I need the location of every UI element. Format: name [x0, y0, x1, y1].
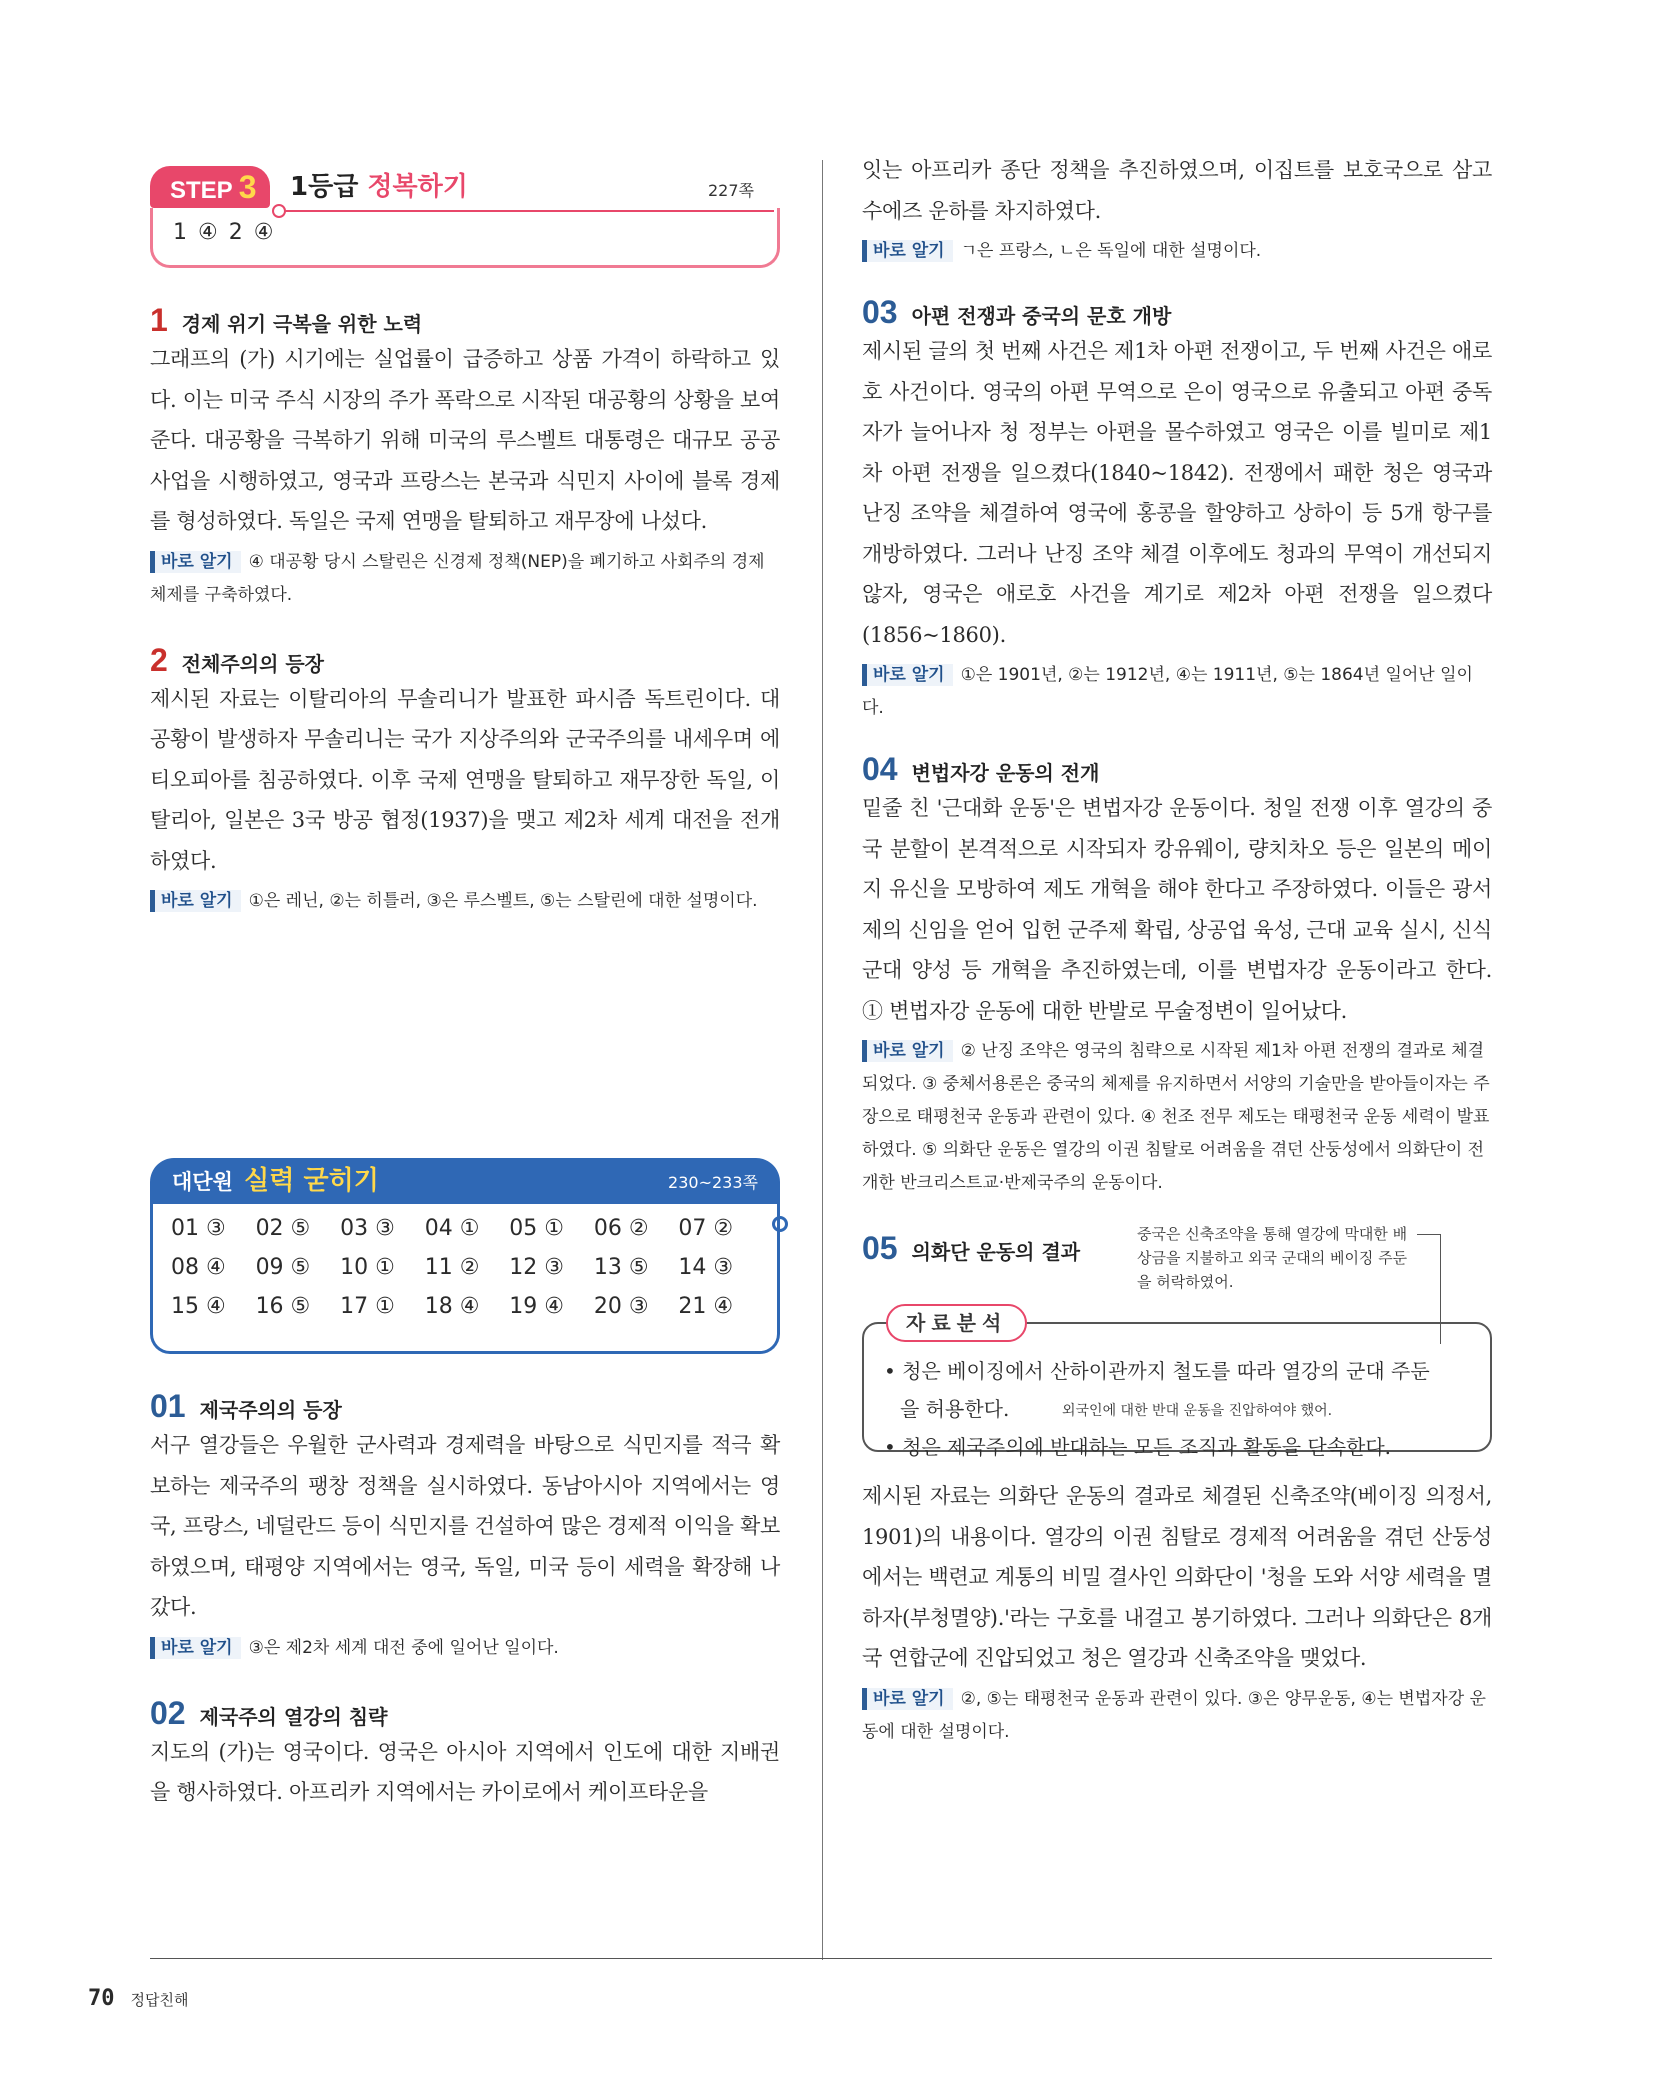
question-number: 03 [862, 294, 898, 330]
explanation-text: 잇는 아프리카 종단 정책을 추진하였으며, 이집트를 보호국으로 삼고 수에즈 운하를 차지하였다. [862, 158, 1492, 223]
unit-answer: 02 ⑤ [255, 1216, 311, 1241]
unit-title: 실력 굳히기 [244, 1166, 379, 1196]
correction-note [862, 235, 1492, 268]
unit-answer: 01 ③ [171, 1216, 226, 1241]
left-column [150, 150, 780, 1835]
question-02-continued [862, 150, 1492, 268]
unit-answer: 11 ② [424, 1255, 480, 1280]
correction-tag: 바로 알기 [862, 1040, 953, 1062]
right-column [862, 150, 1492, 1771]
explanation-text: 제시된 글의 첫 번째 사건은 제1차 아편 전쟁이고, 두 번째 사건은 애로호 사건이다. 영국의 아편 무역으로 은이 영국으로 유출되고 아편 중독자가 늘어나자 청 정부는 아편을 몰수하였고 영국은 이를 빌미로 제1차 아편 전쟁을 일으켰다(1840~1842). 전쟁에서 패한 청은 영국과 난징 조약을 체결하여 영국에 홍콩을 할양하고 상하이 등 5개 항구를 개방하였다. 그러나 난징 조약 체결 이후에도 청과의 무역이 개선되지 않자, 영국은 애로호 사건을 계기로 제2차 아편 전쟁을 일으켰다(1856~1860). [862, 339, 1492, 647]
source-line: • 청은 베이징에서 산하이관까지 철도를 따라 열강의 군대 주둔 [884, 1359, 1430, 1383]
correction-note [862, 1035, 1492, 1200]
unit-page-ref: 230~233쪽 [668, 1173, 758, 1192]
unit-answer: 15 ④ [171, 1294, 226, 1319]
unit-answer: 03 ③ [340, 1216, 395, 1241]
correction-note [150, 885, 780, 918]
question-number: 01 [150, 1388, 186, 1424]
question-2 [150, 642, 780, 919]
correction-tag: 바로 알기 [862, 240, 953, 262]
unit-answer: 06 ② [593, 1216, 649, 1241]
unit-answer: 09 ⑤ [255, 1255, 311, 1280]
correction-text: ② 난징 조약은 영국의 침략으로 시작된 제1차 아편 전쟁의 결과로 체결되었다. ③ 중체서용론은 중국의 체제를 유지하면서 서양의 기술만을 받아들이자는 주장으로 태평천국 운동과 관련이 있다. ④ 천조 전무 제도는 태평천국 운동 세력이 발표하였다. ⑤ 의화단 운동은 열강의 이권 침탈로 어려움을 겪던 산둥성에서 의화단이 전개한 반크리스트교·반제국주의 운동이다. [862, 1041, 1490, 1193]
question-1 [150, 302, 780, 612]
question-title: 변법자강 운동의 전개 [911, 761, 1100, 785]
callout-note: 중국은 신축조약을 통해 열강에 막대한 배상금을 지불하고 외국 군대의 베이징 주둔을 허락하였어. [1137, 1225, 1408, 1291]
unit-answer: 21 ④ [678, 1294, 734, 1319]
step-badge-number: 3 [238, 169, 257, 205]
callout-connector [1417, 1234, 1441, 1235]
correction-text: ③은 제2차 세계 대전 중에 일어난 일이다. [248, 1637, 559, 1658]
sub-callout-note: 외국인에 대한 반대 운동을 진압하여야 했어. [1062, 1403, 1333, 1419]
question-number: 1 [150, 302, 168, 338]
unit-review-box [150, 1158, 780, 1358]
correction-tag: 바로 알기 [150, 890, 241, 912]
question-02 [150, 1695, 780, 1813]
step-page-ref: 227쪽 [708, 181, 754, 200]
step-badge-text: STEP [170, 177, 233, 204]
unit-answer: 10 ① [340, 1255, 395, 1280]
question-title: 전체주의의 등장 [181, 651, 324, 676]
question-title: 경제 위기 극복을 위한 노력 [181, 312, 423, 336]
column-divider [822, 160, 823, 1960]
explanation-text: 그래프의 (가) 시기에는 실업률이 급증하고 상품 가격이 하락하고 있다. 이는 미국 주식 시장의 주가 폭락으로 시작된 대공황의 상황을 보여 준다. 대공황을 극복하기 위해 미국의 루스벨트 대통령은 대규모 공공사업을 시행하였고, 영국과 프랑스는 본국과 식민지 사이에 블록 경제를 형성하였다. 독일은 국제 연맹을 탈퇴하고 재무장에 나섰다. [150, 347, 780, 533]
explanation-text: 밑줄 친 '근대화 운동'은 변법자강 운동이다. 청일 전쟁 이후 열강의 중국 분할이 본격적으로 시작되자 캉유웨이, 량치차오 등은 일본의 메이지 유신을 모방하여 제도 개혁을 해야 한다고 주장하였다. 이들은 광서제의 신임을 얻어 입헌 군주제 확립, 상공업 육성, 근대 교육 실시, 신식 군대 양성 등 개혁을 추진하였는데, 이를 변법자강 운동이라고 한다. ① 변법자강 운동에 대한 반발로 무술정변이 일어났다. [862, 796, 1492, 1023]
correction-text: ④ 대공황 당시 스탈린은 신경제 정책(NEP)을 폐기하고 사회주의 경제 체제를 구축하였다. [150, 551, 765, 605]
page-footer [88, 1986, 188, 2011]
explanation-text: 지도의 (가)는 영국이다. 영국은 아시아 지역에서 인도에 대한 지배권을 행사하였다. 아프리카 지역에서는 카이로에서 케이프타운을 [150, 1739, 780, 1804]
unit-answer: 08 ④ [171, 1255, 226, 1280]
step-title-conquer: 정복하기 [367, 172, 468, 202]
question-01 [150, 1388, 780, 1665]
unit-answer: 05 ① [509, 1216, 564, 1241]
unit-answer: 12 ③ [509, 1255, 564, 1280]
unit-answer-grid [150, 1204, 780, 1354]
unit-answer: 18 ④ [424, 1294, 480, 1319]
question-number: 02 [150, 1694, 186, 1731]
step-title-grade: 1등급 [290, 172, 359, 202]
correction-tag: 바로 알기 [862, 664, 953, 686]
footer-rule [150, 1958, 1492, 1959]
correction-note [150, 546, 780, 612]
unit-answer: 16 ⑤ [255, 1294, 311, 1319]
question-title: 의화단 운동의 결과 [911, 1240, 1081, 1264]
step-title [290, 166, 468, 203]
question-number: 04 [862, 751, 898, 787]
unit-answer: 20 ③ [593, 1294, 649, 1319]
question-title: 제국주의 열강의 침략 [199, 1704, 388, 1729]
correction-tag: 바로 알기 [150, 1637, 241, 1659]
unit-answer: 14 ③ [678, 1255, 734, 1280]
unit-answer: 19 ④ [509, 1294, 564, 1319]
unit-answer: 04 ① [424, 1216, 480, 1241]
question-title: 제국주의의 등장 [199, 1398, 342, 1422]
unit-label: 대단원 [172, 1170, 233, 1194]
analysis-label: 자료분석 [886, 1304, 1027, 1342]
explanation-text: 서구 열강들은 우월한 군사력과 경제력을 바탕으로 식민지를 적극 확보하는 제국주의 팽창 정책을 실시하였다. 동남아시아 지역에서는 영국, 프랑스, 네덜란드 등이 식민지를 건설하여 많은 경제적 이익을 확보하였으며, 태평양 지역에서는 영국, 독일, 미국 등이 세력을 확장해 나갔다. [150, 1433, 780, 1619]
correction-text: ㄱ은 프랑스, ㄴ은 독일에 대한 설명이다. [960, 241, 1262, 261]
page-number: 70 [88, 1986, 115, 2011]
correction-text: ①은 1901년, ②는 1912년, ④는 1911년, ⑤는 1864년 일어난 일이다. [862, 665, 1473, 718]
question-05 [862, 1222, 1492, 1749]
question-03 [862, 294, 1492, 725]
explanation-text: 제시된 자료는 이탈리아의 무솔리니가 발표한 파시즘 독트린이다. 대공황이 발생하자 무솔리니는 국가 지상주의와 군국주의를 내세우며 에티오피아를 침공하였다. 이후 국제 연맹을 탈퇴하고 재무장한 독일, 이탈리아, 일본은 3국 방공 협정(1937)을 맺고 제2차 세계 대전을 전개하였다. [150, 686, 780, 873]
unit-answer: 13 ⑤ [593, 1255, 649, 1280]
question-04 [862, 751, 1492, 1200]
source-line: • 청은 제국주의에 반대하는 모든 조직과 활동을 단속한다. [884, 1435, 1392, 1459]
analysis-figure [862, 1222, 1492, 1459]
correction-note [862, 1683, 1492, 1749]
step-badge [150, 166, 270, 208]
correction-note [862, 659, 1492, 725]
unit-answer: 07 ② [678, 1216, 734, 1241]
correction-text: ②, ⑤는 태평천국 운동과 관련이 있다. ③은 양무운동, ④는 변법자강 운동에 대한 설명이다. [862, 1688, 1486, 1742]
correction-tag: 바로 알기 [862, 1688, 953, 1710]
explanation-text: 제시된 자료는 의화단 운동의 결과로 체결된 신축조약(베이징 의정서, 1901)의 내용이다. 열강의 이권 침탈로 경제적 어려움을 겪던 산둥성에서는 백련교 계통의 비밀 결사인 의화단이 '청을 도와 서양 세력을 멸하자(부청멸양).'라는 구호를 내걸고 봉기하였다. 그러나 의화단은 8개국 연합군에 진압되었고 청은 열강과 신축조약을 맺었다. [862, 1484, 1492, 1670]
correction-note [150, 1632, 780, 1665]
question-number: 05 [862, 1230, 898, 1266]
source-line: 을 허용한다. [900, 1397, 1010, 1421]
unit-answer: 17 ① [340, 1294, 395, 1319]
question-number: 2 [150, 641, 168, 678]
question-title: 아편 전쟁과 중국의 문호 개방 [911, 304, 1172, 328]
correction-text: ①은 레닌, ②는 히틀러, ③은 루스벨트, ⑤는 스탈린에 대한 설명이다. [248, 891, 758, 911]
book-label: 정답친해 [130, 1991, 189, 2009]
step3-box [150, 158, 780, 276]
step-answers: 1 ④ 2 ④ [150, 208, 780, 268]
correction-tag: 바로 알기 [150, 551, 241, 573]
